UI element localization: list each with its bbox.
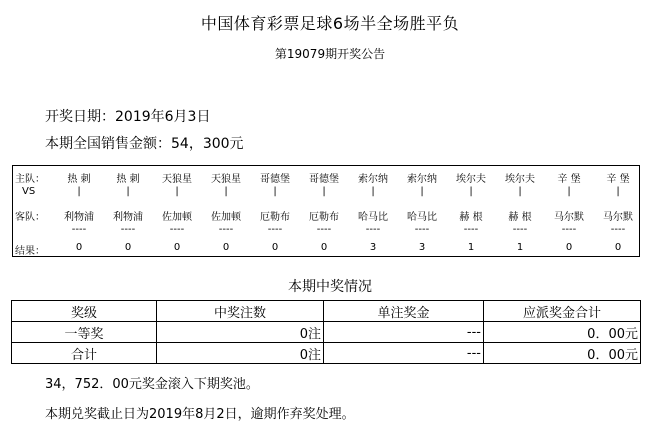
match-home: 哥德堡 <box>309 174 339 185</box>
match-away: 厄勒布 <box>309 212 339 223</box>
match-dash: ---- <box>267 224 283 235</box>
match-home: 天狼星 <box>211 174 241 185</box>
home-row-label: 主队： <box>15 174 45 185</box>
match-away: 厄勒布 <box>260 212 290 223</box>
match-away: 佐加顿 <box>211 212 241 223</box>
match-home: 索尔纳 <box>358 174 388 185</box>
match-dash: ---- <box>316 224 332 235</box>
col-header-level: 奖级 <box>12 301 157 322</box>
match-away: 赫 根 <box>508 212 532 223</box>
issue-number: 第19079期开奖公告 <box>274 47 386 61</box>
col-header-total: 应派奖金合计 <box>484 301 641 322</box>
table-row <box>12 322 641 343</box>
match-sep: | <box>420 186 424 197</box>
prize-table-header <box>12 301 641 322</box>
match-home: 天狼星 <box>162 174 192 185</box>
prize-level: 一等奖 <box>12 322 157 343</box>
match-away: 马尔默 <box>603 212 633 223</box>
match-away: 利物浦 <box>64 212 94 223</box>
match-dash: ---- <box>120 224 136 235</box>
match-away: 赫 根 <box>459 212 483 223</box>
match-sep: | <box>371 186 375 197</box>
single-prize: --- <box>324 343 484 364</box>
prize-table <box>11 300 641 364</box>
match-sep: | <box>126 186 130 197</box>
match-home: 索尔纳 <box>407 174 437 185</box>
match-result: 0 <box>75 242 83 253</box>
winner-count: 0注 <box>157 343 324 364</box>
match-away: 马尔默 <box>554 212 584 223</box>
total-prize: 0．00元 <box>484 322 641 343</box>
match-away: 利物浦 <box>113 212 143 223</box>
winner-count: 0注 <box>157 322 324 343</box>
draw-date: 开奖日期：2019年6月3日 <box>45 109 211 125</box>
page-title: 中国体育彩票足球6场半全场胜平负 <box>200 14 460 33</box>
match-dash: ---- <box>561 224 577 235</box>
match-dash: ---- <box>218 224 234 235</box>
match-sep: | <box>77 186 81 197</box>
match-home: 辛 堡 <box>606 174 630 185</box>
match-result: 0 <box>614 242 622 253</box>
match-dash: ---- <box>463 224 479 235</box>
match-sep: | <box>518 186 522 197</box>
match-dash: ---- <box>169 224 185 235</box>
match-home: 埃尔夫 <box>456 174 486 185</box>
match-result: 1 <box>516 242 524 253</box>
match-sep: | <box>469 186 473 197</box>
match-home: 哥德堡 <box>260 174 290 185</box>
table-row <box>12 343 641 364</box>
match-dash: ---- <box>71 224 87 235</box>
match-dash: ---- <box>414 224 430 235</box>
match-sep: | <box>175 186 179 197</box>
match-dash: ---- <box>610 224 626 235</box>
sales-amount: 本期全国销售金额：54，300元 <box>45 136 244 152</box>
match-sep: | <box>616 186 620 197</box>
match-dash: ---- <box>365 224 381 235</box>
match-result: 0 <box>271 242 279 253</box>
result-row-label: 结果： <box>15 246 45 257</box>
match-sep: | <box>224 186 228 197</box>
match-result: 0 <box>173 242 181 253</box>
match-grid <box>12 165 640 257</box>
match-away: 佐加顿 <box>162 212 192 223</box>
prize-section-title: 本期中奖情况 <box>288 279 372 295</box>
match-result: 0 <box>124 242 132 253</box>
total-prize: 0．00元 <box>484 343 641 364</box>
match-home: 热 刺 <box>67 174 91 185</box>
single-prize: --- <box>324 322 484 343</box>
match-home: 辛 堡 <box>557 174 581 185</box>
match-result: 1 <box>467 242 475 253</box>
match-dash: ---- <box>512 224 528 235</box>
deadline-note: 本期兑奖截止日为2019年8月2日，逾期作弃奖处理。 <box>45 407 355 422</box>
match-result: 3 <box>369 242 377 253</box>
rollover-note: 34，752．00元奖金滚入下期奖池。 <box>45 377 259 392</box>
match-result: 0 <box>320 242 328 253</box>
match-result: 0 <box>222 242 230 253</box>
match-home: 热 刺 <box>116 174 140 185</box>
match-sep: | <box>273 186 277 197</box>
vs-row-label: VS <box>22 186 36 197</box>
col-header-single-prize: 单注奖金 <box>324 301 484 322</box>
prize-level: 合计 <box>12 343 157 364</box>
match-away: 哈马比 <box>407 212 437 223</box>
match-home: 埃尔夫 <box>505 174 535 185</box>
col-header-count: 中奖注数 <box>157 301 324 322</box>
match-away: 哈马比 <box>358 212 388 223</box>
match-sep: | <box>567 186 571 197</box>
match-result: 0 <box>565 242 573 253</box>
match-sep: | <box>322 186 326 197</box>
match-result: 3 <box>418 242 426 253</box>
away-row-label: 客队： <box>15 212 45 223</box>
